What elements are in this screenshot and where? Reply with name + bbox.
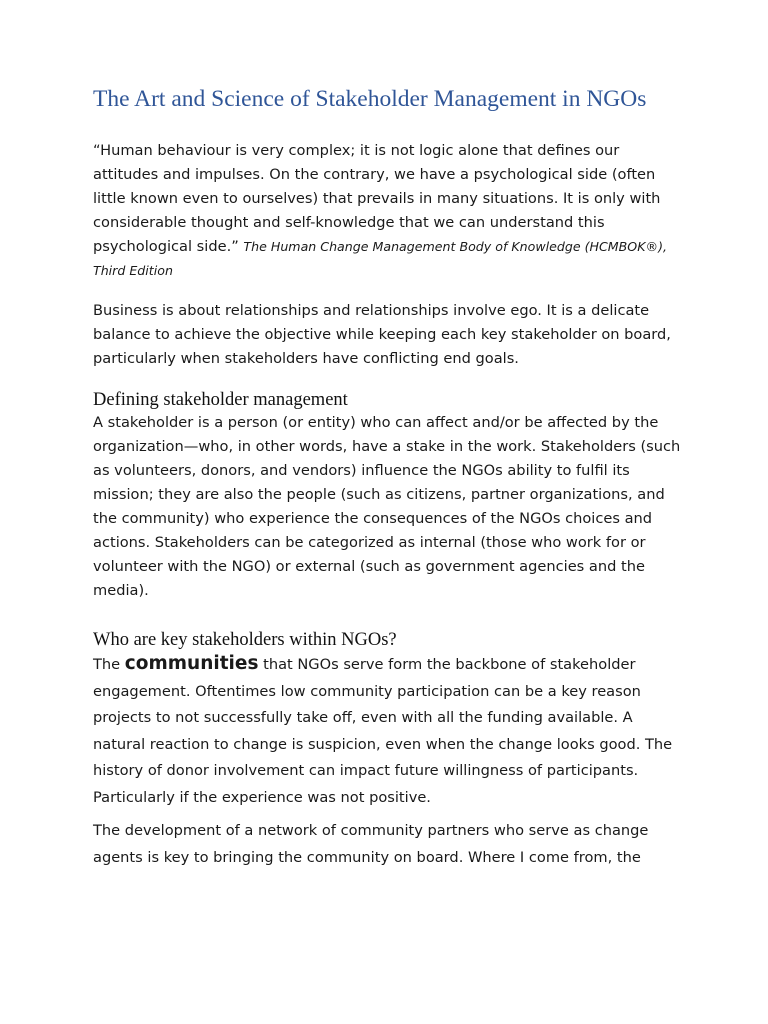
opening-quote xyxy=(93,139,683,283)
section-heading-who: Who are key stakeholders within NGOs? xyxy=(93,630,397,650)
defining-paragraph: A stakeholder is a person (or entity) who can affect and/or be affected by the organization—who, in other words, have a stake in the work. Stakeholders (such as volunteers, donors, and vendors) influence the NGOs ability to fulfil its mission; they are also the people (such as citizens, partner organizations, and the community) who experience the consequences of the NGOs choices and actions. Stakeholders can be categorized as internal (those who work for or volunteer with the NGO) or external (such as government agencies and the media). xyxy=(93,414,681,599)
communities-rest: that NGOs serve form the backbone of stakeholder engagement. Oftentimes low community participation can be a key reason projects to not successfully take off, even with all the funding available. A natural reaction to change is suspicion, even when the change looks good. The history of donor involvement can impact future willingness of participants. Particularly if the experience was not positive. xyxy=(93,656,673,806)
communities-lead: The xyxy=(93,656,125,673)
network-paragraph: The development of a network of community partners who serve as change agents is key to bringing the community on board. Where I come from, the xyxy=(93,822,649,866)
communities-emphasis: communities xyxy=(124,653,259,674)
document-body xyxy=(93,84,683,871)
document-title: The Art and Science of Stakeholder Management in NGOs xyxy=(93,86,647,112)
quote-citation: The Human Change Management Body of Knowledge (HCMBOK®), Third Edition xyxy=(93,239,667,278)
communities-paragraph xyxy=(93,651,683,811)
quote-text: “Human behaviour is very complex; it is not logic alone that defines our attitudes and impulses. On the contrary, we have a psychological side (often little known even to ourselves) that prevails in many situations. It is only with considerable thought and self-knowledge that we can understand this psychological side.” xyxy=(93,142,661,255)
section-heading-defining: Defining stakeholder management xyxy=(93,390,348,410)
intro-paragraph: Business is about relationships and relationships involve ego. It is a delicate balance to achieve the objective while keeping each key stakeholder on board, particularly when stakeholders have conflicting end goals. xyxy=(93,302,671,367)
